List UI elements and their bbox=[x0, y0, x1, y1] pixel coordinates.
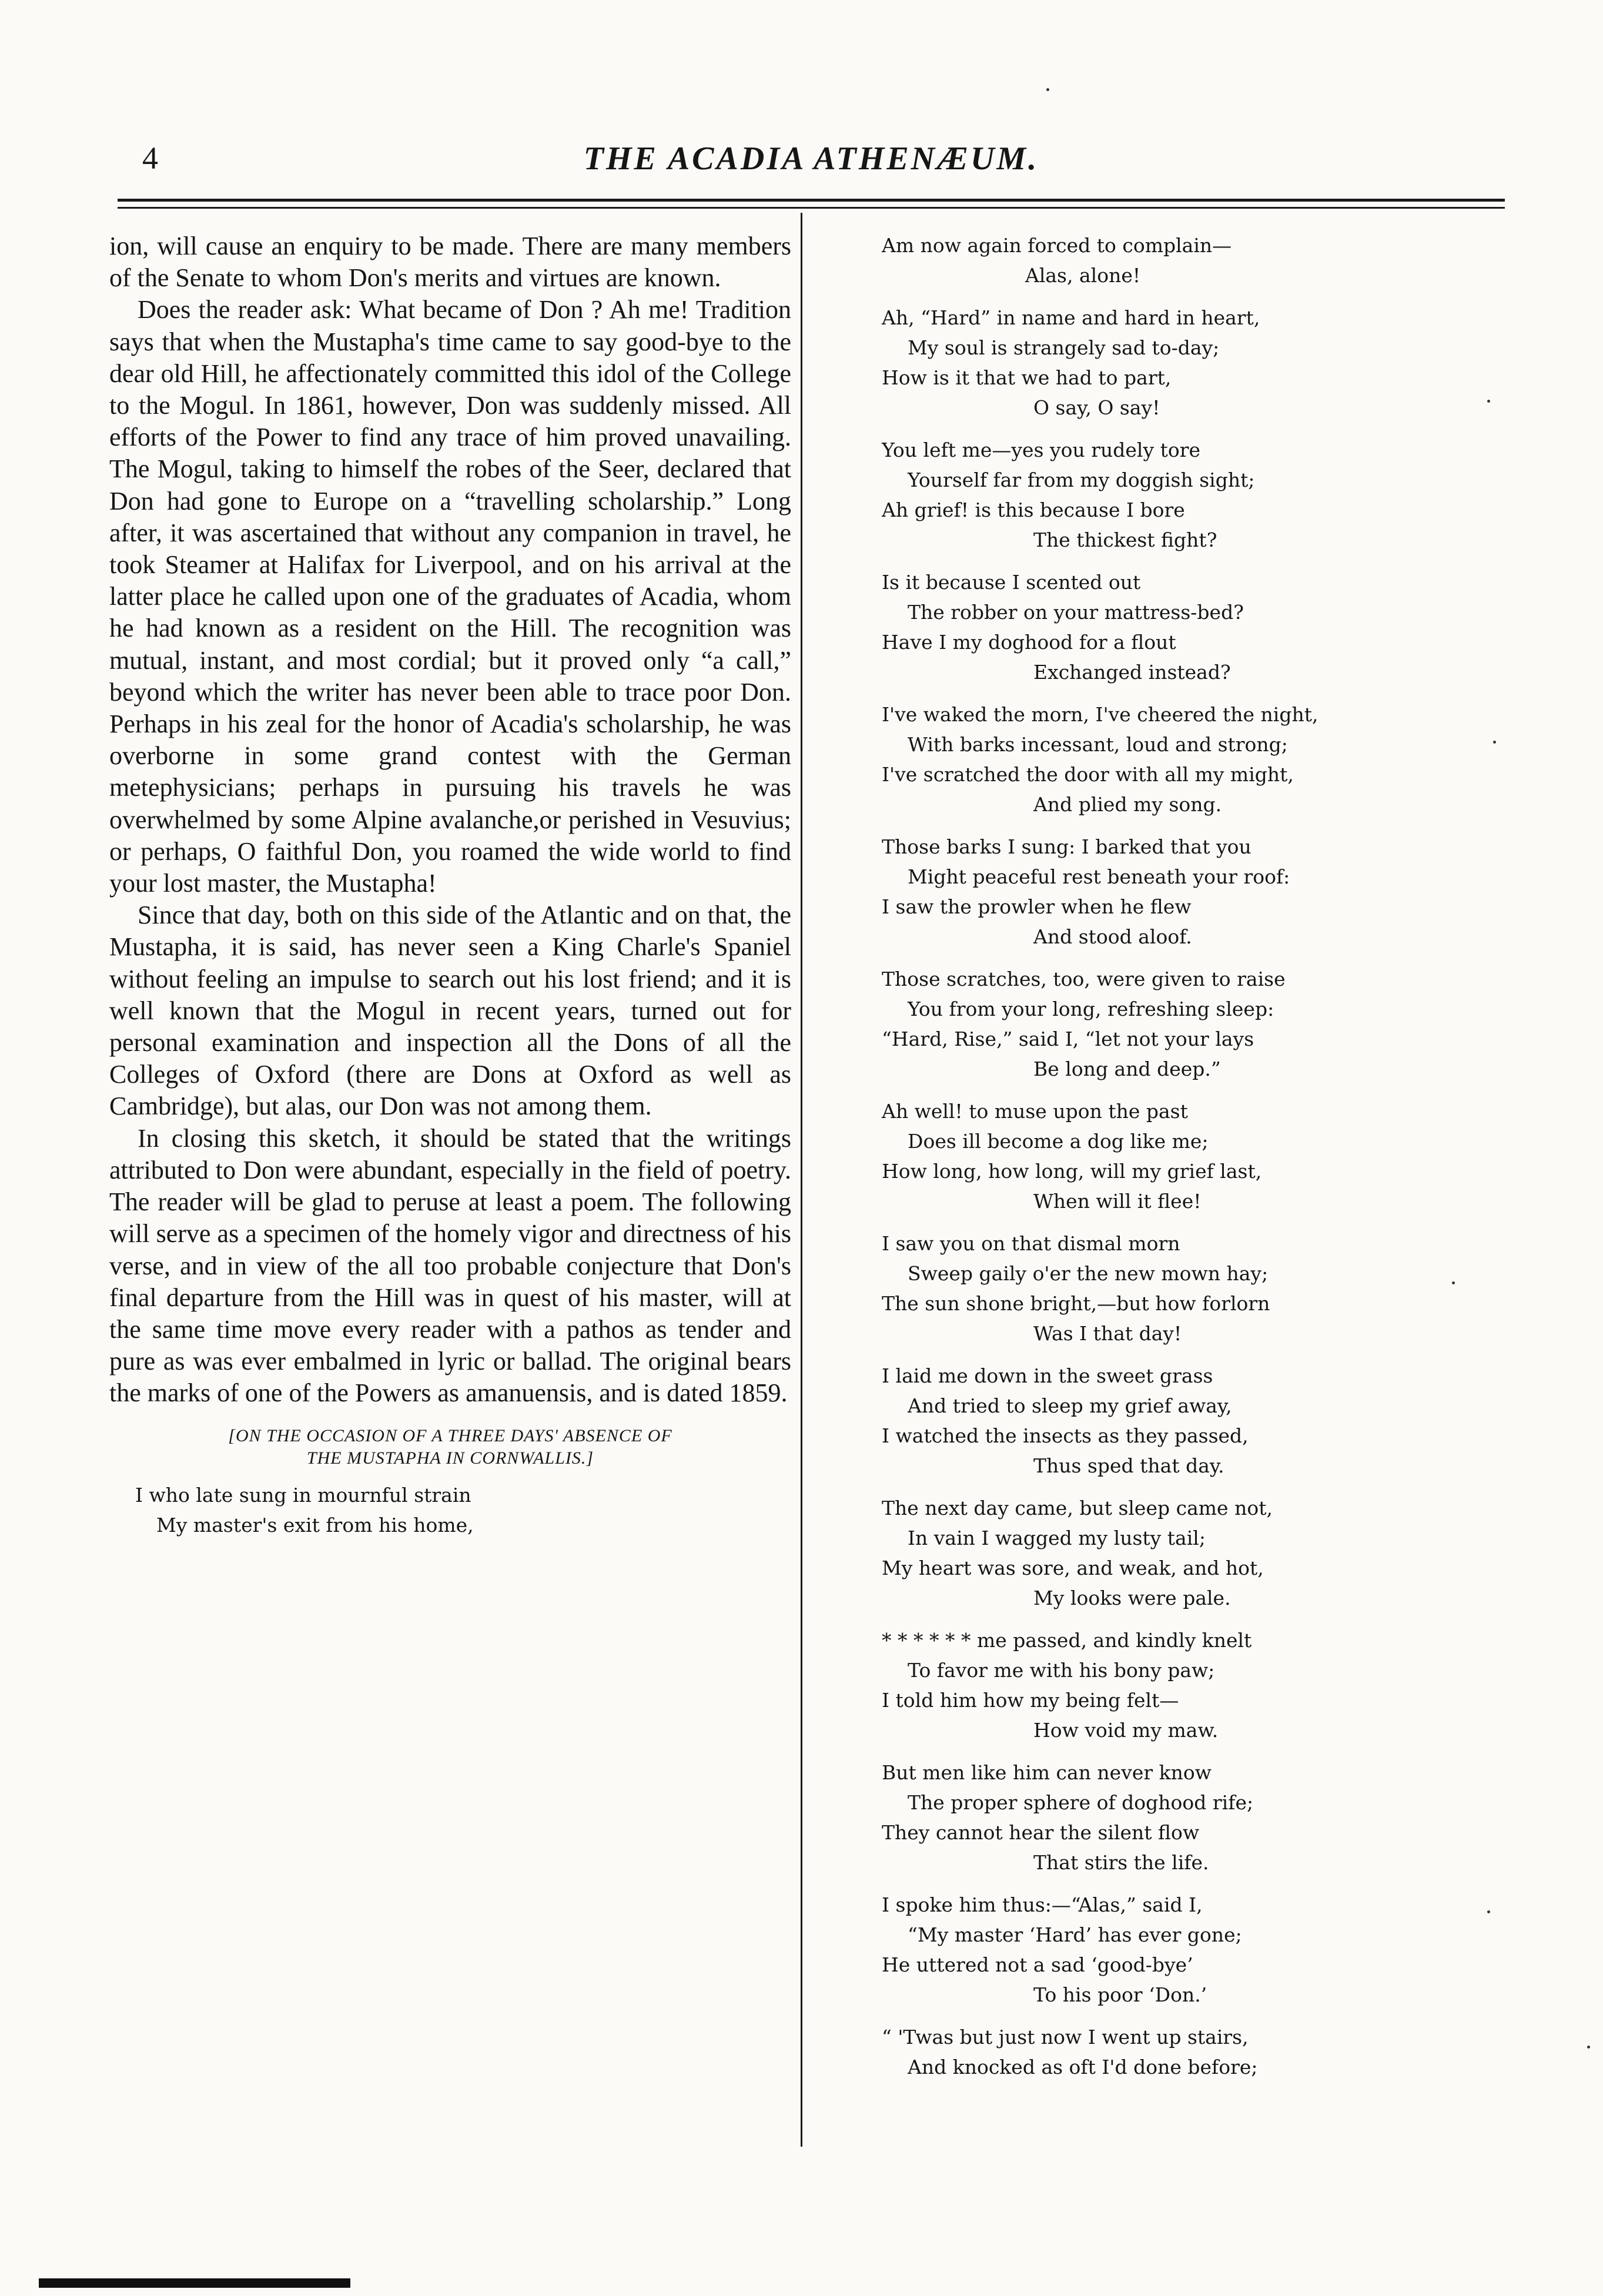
poem-line: Ah, “Hard” in name and hard in heart, bbox=[882, 306, 1260, 329]
poem-line: Those scratches, too, were given to raise bbox=[882, 968, 1286, 990]
poem-line: He uttered not a sad ‘good-bye’ bbox=[882, 1953, 1193, 1976]
poem-line: I've waked the morn, I've cheered the night, bbox=[882, 703, 1318, 726]
poem-opening bbox=[109, 1480, 791, 1540]
poem-line: I watched the insects as they passed, bbox=[882, 1424, 1249, 1447]
poem-line: But men like him can never know bbox=[882, 1761, 1212, 1784]
print-speck bbox=[1046, 88, 1049, 91]
poem-line: And knocked as oft I'd done before; bbox=[908, 2056, 1258, 2079]
poem-line: Alas, alone! bbox=[1025, 264, 1141, 287]
print-speck bbox=[1493, 741, 1496, 744]
poem-line: Those barks I sung: I barked that you bbox=[882, 835, 1251, 858]
poem-line: Might peaceful rest beneath your roof: bbox=[908, 865, 1290, 888]
poem-line: The thickest fight? bbox=[1033, 528, 1217, 551]
poem-line: I saw the prowler when he flew bbox=[882, 895, 1192, 918]
paragraph: ion, will cause an enquiry to be made. There are many members of the Senate to whom Don's merits and virtues are known. bbox=[109, 232, 791, 293]
poem-line: How is it that we had to part, bbox=[882, 366, 1172, 389]
stanza bbox=[882, 303, 1481, 423]
poem-line: And tried to sleep my grief away, bbox=[908, 1394, 1232, 1417]
poem-title-line: [ON THE OCCASION OF A THREE DAYS' ABSENCE OF bbox=[228, 1425, 672, 1445]
poem-line: Thus sped that day. bbox=[1033, 1454, 1224, 1477]
stanza bbox=[882, 699, 1481, 819]
poem-line: And stood aloof. bbox=[1033, 925, 1192, 948]
poem-title bbox=[109, 1425, 791, 1470]
print-speck bbox=[1487, 400, 1490, 403]
poem-line: The next day came, but sleep came not, bbox=[882, 1497, 1273, 1519]
print-speck bbox=[1587, 2046, 1590, 2049]
poem-line: My looks were pale. bbox=[1033, 1587, 1231, 1609]
header-rule-thick bbox=[118, 199, 1505, 202]
stanza bbox=[882, 2022, 1481, 2082]
stanza bbox=[882, 1758, 1481, 1877]
stanza bbox=[882, 435, 1481, 555]
poem-line: Does ill become a dog like me; bbox=[908, 1130, 1209, 1153]
poem-line: * * * * * * me passed, and kindly knelt bbox=[882, 1629, 1252, 1652]
poem-line: “My master ‘Hard’ has ever gone; bbox=[908, 1923, 1242, 1946]
poem-line: My heart was sore, and weak, and hot, bbox=[882, 1557, 1264, 1579]
poem-line: How long, how long, will my grief last, bbox=[882, 1160, 1262, 1183]
poem-line: “Hard, Rise,” said I, “let not your lays bbox=[882, 1027, 1254, 1050]
poem-title-line: THE MUSTAPHA IN CORNWALLIS.] bbox=[306, 1448, 594, 1468]
poem-line: “ 'Twas but just now I went up stairs, bbox=[882, 2026, 1249, 2049]
poem-line: I laid me down in the sweet grass bbox=[882, 1364, 1213, 1387]
poem-line: I spoke him thus:—“Alas,” said I, bbox=[882, 1893, 1203, 1916]
stanza bbox=[882, 1493, 1481, 1613]
page-header bbox=[118, 140, 1505, 193]
paragraph: Since that day, both on this side of the Atlantic and on that, the Mustapha, it is said, has never seen a King Charle's Spaniel without feeling an impulse to search out his lost friend; and it is well known that the Mogul in recent years, turned out for personal examination and inspection all the Dons of all the Colleges of Oxford (there are Dons at Oxford as well as Cambridge), but alas, our Don was not among them. bbox=[109, 901, 791, 1121]
poem-line: Sweep gaily o'er the new mown hay; bbox=[908, 1262, 1269, 1285]
poem-line: My soul is strangely sad to-day; bbox=[908, 336, 1220, 359]
column-divider bbox=[801, 213, 802, 2147]
poem-line: They cannot hear the silent flow bbox=[882, 1821, 1200, 1844]
stanza bbox=[882, 1229, 1481, 1348]
paragraph: Does the reader ask: What became of Don ? Ah me! Tradition says that when the Mustapha's time came to say good-bye to the dear old Hill, he affectionately committed this idol of the College to the Mogul. In 1861, however, Don was suddenly missed. All efforts of the Power to find any trace of him proved unavailing. The Mogul, taking to himself the robes of the Seer, declared that Don had gone to Europe on a “travelling scholarship.” Long after, it was ascertained that without any companion in travel, he took Steamer at Halifax for Liverpool, and on his arrival at the latter place he called upon one of the graduates of Acadia, whom he had known as a resident on the Hill. The recognition was mutual, instant, and most cordial; but it proved only “a call,” beyond which the writer has never been able to trace poor Don. Perhaps in his zeal for the honor of Acadia's scholarship, he was overborne in some grand contest with the German metephysicians; perhaps in pursuing his travels he was overwhelmed by some Alpine avalanche,or perished in Vesuvius; or perhaps, O faithful Don, you roamed the wide world to find your lost master, the Mustapha! bbox=[109, 295, 791, 898]
poem-line: When will it flee! bbox=[1033, 1190, 1202, 1213]
poem-line: Ah well! to muse upon the past bbox=[882, 1100, 1188, 1123]
stanza bbox=[882, 832, 1481, 952]
poem-line: Is it because I scented out bbox=[882, 571, 1141, 594]
poem-line: The sun shone bright,—but how forlorn bbox=[882, 1292, 1270, 1315]
stanza bbox=[882, 567, 1481, 687]
poem-line: My master's exit from his home, bbox=[156, 1513, 474, 1537]
poem-line: To favor me with his bony paw; bbox=[908, 1659, 1215, 1682]
poem-line: Yourself far from my doggish sight; bbox=[908, 468, 1255, 491]
poem-line: You left me—yes you rudely tore bbox=[882, 439, 1201, 461]
poem-line: You from your long, refreshing sleep: bbox=[908, 998, 1274, 1020]
poem-line: Am now again forced to complain— bbox=[882, 234, 1232, 257]
paragraph: In closing this sketch, it should be stated that the writings attributed to Don were abundant, especially in the field of poetry. The reader will be glad to peruse at least a poem. The following will serve as a specimen of the homely vigor and directness of his verse, and in view of the all too probable conjecture that Don's final departure from the Hill was in quest of his master, will at the same time move every reader with a pathos as tender and pure as was ever embalmed in lyric or ballad. The original bears the marks of one of the Powers as amanuensis, and is dated 1859. bbox=[109, 1123, 791, 1408]
page-edge-bar bbox=[39, 2278, 350, 2288]
print-speck bbox=[1487, 1910, 1490, 1913]
print-speck bbox=[1452, 1281, 1455, 1284]
poem-line: With barks incessant, loud and strong; bbox=[908, 733, 1288, 756]
poem-line: Be long and deep.” bbox=[1033, 1057, 1221, 1080]
poem-line: O say, O say! bbox=[1033, 396, 1160, 419]
page-number: 4 bbox=[142, 140, 158, 176]
poem-line: I who late sung in mournful strain bbox=[135, 1483, 471, 1507]
poem-line: Ah grief! is this because I bore bbox=[882, 498, 1185, 521]
stanza bbox=[882, 1096, 1481, 1216]
poem-line: To his poor ‘Don.’ bbox=[1033, 1983, 1207, 2006]
poem-line: In vain I wagged my lusty tail; bbox=[908, 1527, 1206, 1549]
poem-line: I told him how my being felt— bbox=[882, 1689, 1179, 1712]
poem-line: I saw you on that dismal morn bbox=[882, 1232, 1180, 1255]
stanza bbox=[882, 1890, 1481, 2010]
stanza bbox=[882, 1361, 1481, 1481]
poem-line: Was I that day! bbox=[1033, 1322, 1182, 1345]
poem-line: Exchanged instead? bbox=[1033, 661, 1231, 684]
poem-line: The proper sphere of doghood rife; bbox=[908, 1791, 1254, 1814]
stanza bbox=[882, 1625, 1481, 1745]
header-rule-thin bbox=[118, 207, 1505, 209]
stanza bbox=[882, 964, 1481, 1084]
poem-line: That stirs the life. bbox=[1033, 1851, 1209, 1874]
left-column bbox=[109, 230, 791, 1540]
poem-line: The robber on your mattress-bed? bbox=[908, 601, 1244, 624]
poem-line: And plied my song. bbox=[1033, 793, 1222, 816]
running-title: THE ACADIA ATHENÆUM. bbox=[583, 140, 1039, 177]
poem-line: Have I my doghood for a flout bbox=[882, 631, 1176, 654]
poem-line: I've scratched the door with all my might, bbox=[882, 763, 1294, 786]
poem-line: How void my maw. bbox=[1033, 1719, 1219, 1742]
right-column-poem bbox=[882, 230, 1481, 2094]
stanza bbox=[882, 230, 1481, 290]
